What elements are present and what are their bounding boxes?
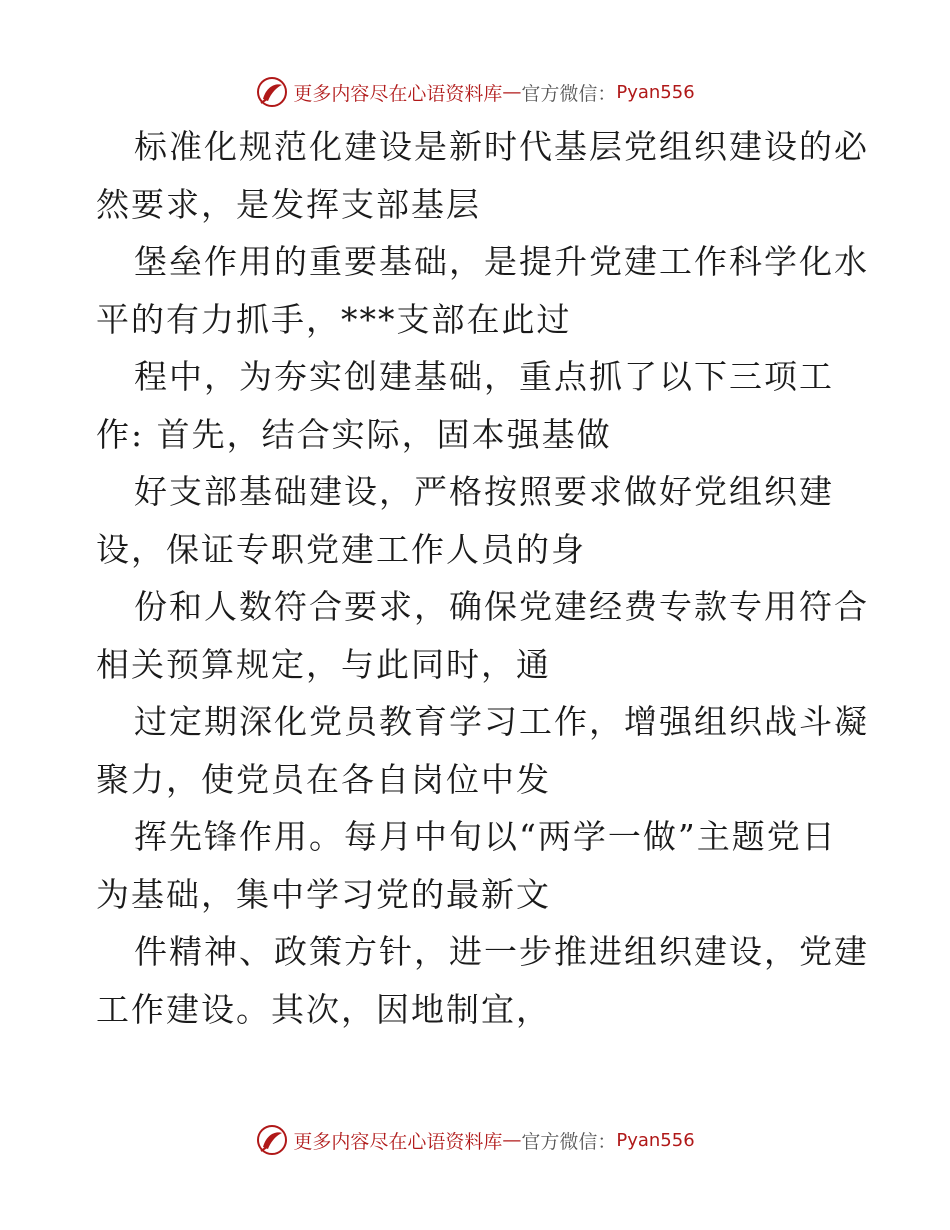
red-pen-logo-icon	[255, 1123, 289, 1157]
banner-text: 更多内容尽在心语资料库	[293, 1130, 503, 1153]
text-line: 然要求，是发挥支部基层	[96, 184, 481, 224]
banner-dash: —	[502, 1129, 522, 1151]
paragraph-5	[0, 578, 950, 693]
paragraph-6	[0, 693, 950, 808]
banner-text: 更多内容尽在心语资料库	[293, 82, 503, 105]
paragraph-1	[0, 118, 950, 233]
text-line: 程中，为夯实创建基础，重点抓了以下三项工	[134, 357, 834, 396]
paragraph-4	[0, 463, 950, 578]
text-line: 份和人数符合要求，确保党建经费专款专用符合	[134, 587, 869, 626]
text-line: 过定期深化党员教育学习工作，增强组织战斗凝	[134, 702, 869, 741]
text-line: 件精神、政策方针，进一步推进组织建设，党建	[134, 932, 869, 971]
text-line: 标准化规范化建设是新时代基层党组织建设的必	[134, 127, 869, 166]
red-pen-logo-icon	[255, 75, 289, 109]
text-line: 为基础，集中学习党的最新文	[96, 874, 551, 914]
text-line: 堡垒作用的重要基础，是提升党建工作科学化水	[134, 242, 869, 281]
text-line: 好支部基础建设，严格按照要求做好党组织建	[134, 472, 834, 511]
text-line: 工作建设。其次，因地制宜，	[96, 989, 551, 1029]
paragraph-3	[0, 348, 950, 463]
paragraph-7	[0, 808, 950, 923]
header-watermark-banner	[0, 72, 950, 112]
text-line: 作: 首先，结合实际，固本强基做	[96, 414, 612, 454]
paragraph-8	[0, 923, 950, 1038]
text-line: 相关预算规定，与此同时，通	[96, 644, 551, 684]
banner-wechat-label: 官方微信：	[521, 82, 617, 105]
text-line: 平的有力抓手，***支部在此过	[96, 299, 572, 339]
paragraph-2	[0, 233, 950, 348]
text-line: 设，保证专职党建工作人员的身	[96, 529, 586, 569]
banner-wechat-label: 官方微信：	[521, 1130, 617, 1153]
footer-watermark-banner	[0, 1120, 950, 1160]
document-body	[0, 118, 950, 1038]
banner-dash: —	[502, 81, 522, 103]
banner-wechat-id: Pyan556	[616, 1129, 695, 1151]
text-line: 聚力，使党员在各自岗位中发	[96, 759, 551, 799]
banner-wechat-id: Pyan556	[616, 81, 695, 103]
text-line: 挥先锋作用。每月中旬以“两学一做”主题党日	[134, 817, 837, 856]
